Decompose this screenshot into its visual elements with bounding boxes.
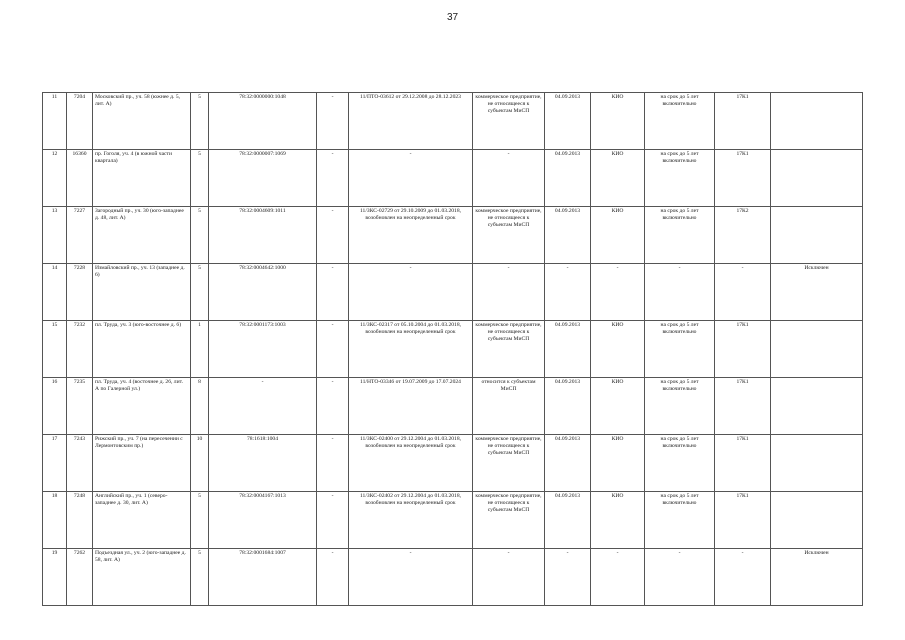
address-cell: Рижский пр., уч. 7 (на пересечении с Лермонтовским пр.) — [93, 435, 191, 492]
zone-cell: 5 — [191, 264, 209, 321]
department-cell: КИО — [591, 321, 645, 378]
department-cell: КИО — [591, 93, 645, 150]
term-cell: на срок до 5 лет включительно — [645, 435, 715, 492]
object-code-cell: 7248 — [67, 492, 93, 549]
zone-cell: 5 — [191, 549, 209, 606]
tenant-status-cell: - — [473, 549, 545, 606]
tenant-status-cell: относится к субъектам МиСП — [473, 378, 545, 435]
cadastral-number-cell: 78:32:0001684:1007 — [209, 549, 317, 606]
department-cell: КИО — [591, 492, 645, 549]
cadastral-number-cell: 78:32:0004167:1013 — [209, 492, 317, 549]
row-number-cell: 17 — [43, 435, 67, 492]
cadastral-number-cell: 78:32:0001173:1003 — [209, 321, 317, 378]
cadastral-number-cell: 78:32:0004642:1000 — [209, 264, 317, 321]
page-number: 37 — [446, 12, 459, 23]
lease-agreement-cell: - — [349, 549, 473, 606]
row-number-cell: 19 — [43, 549, 67, 606]
note-cell — [771, 435, 863, 492]
row-number-cell: 11 — [43, 93, 67, 150]
decision-date-cell: 04.09.2013 — [545, 492, 591, 549]
tenant-status-cell: коммерческое предприятие, не относящееся к субъектам МиСП — [473, 321, 545, 378]
tenant-status-cell: коммерческое предприятие, не относящееся к субъектам МиСП — [473, 93, 545, 150]
address-cell: Измайловский пр., уч. 13 (западнее д. 6) — [93, 264, 191, 321]
lease-agreement-cell: - — [349, 264, 473, 321]
table-row — [43, 93, 863, 150]
registry-body — [43, 93, 863, 606]
note-cell — [771, 207, 863, 264]
lease-agreement-cell: 11/НТО-03346 от 19.07.2009 до 17.07.2024 — [349, 378, 473, 435]
row-number-cell: 15 — [43, 321, 67, 378]
column-5-cell: - — [317, 492, 349, 549]
object-code-cell: 16360 — [67, 150, 93, 207]
term-cell: на срок до 5 лет включительно — [645, 492, 715, 549]
zone-cell: 5 — [191, 207, 209, 264]
decision-date-cell: 04.09.2013 — [545, 207, 591, 264]
address-cell: Подъездная ул., уч. 2 (юго-западнее д. 58, лит. А) — [93, 549, 191, 606]
tariff-code-cell: 17К1 — [715, 321, 771, 378]
department-cell: - — [591, 264, 645, 321]
column-5-cell: - — [317, 150, 349, 207]
decision-date-cell: 04.09.2013 — [545, 378, 591, 435]
department-cell: - — [591, 549, 645, 606]
decision-date-cell: 04.09.2013 — [545, 93, 591, 150]
address-cell: Московский пр., уч. 58 (южнее д. 5, лит. А) — [93, 93, 191, 150]
decision-date-cell: 04.09.2013 — [545, 321, 591, 378]
cadastral-number-cell: 78:32:0000007:1069 — [209, 150, 317, 207]
column-5-cell: - — [317, 207, 349, 264]
zone-cell: 8 — [191, 378, 209, 435]
note-cell: Исключен — [771, 549, 863, 606]
row-number-cell: 12 — [43, 150, 67, 207]
tariff-code-cell: 17К2 — [715, 207, 771, 264]
table-row — [43, 264, 863, 321]
note-cell — [771, 150, 863, 207]
tenant-status-cell: коммерческое предприятие, не относящееся к субъектам МиСП — [473, 207, 545, 264]
note-cell — [771, 378, 863, 435]
column-5-cell: - — [317, 93, 349, 150]
table-row — [43, 435, 863, 492]
table-row — [43, 321, 863, 378]
zone-cell: 10 — [191, 435, 209, 492]
tariff-code-cell: 17К1 — [715, 150, 771, 207]
tariff-code-cell: 17К1 — [715, 435, 771, 492]
lease-agreement-cell: 11/ЗКС-02317 от 05.10.2004 до 01.03.2018, возобновлен на неопределенный срок — [349, 321, 473, 378]
tenant-status-cell: коммерческое предприятие, не относящееся к субъектам МиСП — [473, 492, 545, 549]
term-cell: на срок до 5 лет включительно — [645, 378, 715, 435]
column-5-cell: - — [317, 264, 349, 321]
table-row — [43, 492, 863, 549]
table-row — [43, 150, 863, 207]
column-5-cell: - — [317, 549, 349, 606]
cadastral-number-cell: 78:32:0000000:1048 — [209, 93, 317, 150]
term-cell: на срок до 5 лет включительно — [645, 321, 715, 378]
lease-agreement-cell: 11/ЗКС-02402 от 29.12.2004 до 01.03.2018, возобновлен на неопределенный срок — [349, 492, 473, 549]
term-cell: - — [645, 549, 715, 606]
tariff-code-cell: - — [715, 264, 771, 321]
cadastral-number-cell: 78:1618:1004 — [209, 435, 317, 492]
lease-agreement-cell: 11/ЗКС-02729 от 29.10.2009 до 01.03.2018, возобновлен на неопределенный срок — [349, 207, 473, 264]
object-code-cell: 7243 — [67, 435, 93, 492]
object-code-cell: 7204 — [67, 93, 93, 150]
table-row — [43, 549, 863, 606]
object-code-cell: 7262 — [67, 549, 93, 606]
table-row — [43, 207, 863, 264]
term-cell: - — [645, 264, 715, 321]
term-cell: на срок до 5 лет включительно — [645, 150, 715, 207]
department-cell: КИО — [591, 207, 645, 264]
table-row — [43, 378, 863, 435]
zone-cell: 5 — [191, 150, 209, 207]
cadastral-number-cell: 78:32:0004609:1011 — [209, 207, 317, 264]
zone-cell: 5 — [191, 93, 209, 150]
zone-cell: 1 — [191, 321, 209, 378]
term-cell: на срок до 5 лет включительно — [645, 93, 715, 150]
registry-table — [42, 92, 863, 606]
tariff-code-cell: - — [715, 549, 771, 606]
note-cell — [771, 492, 863, 549]
zone-cell: 5 — [191, 492, 209, 549]
column-5-cell: - — [317, 378, 349, 435]
department-cell: КИО — [591, 378, 645, 435]
tenant-status-cell: коммерческое предприятие, не относящееся к субъектам МиСП — [473, 435, 545, 492]
lease-agreement-cell: 11/ПТО-03612 от 29.12.2008 до 28.12.2023 — [349, 93, 473, 150]
row-number-cell: 18 — [43, 492, 67, 549]
decision-date-cell: 04.09.2013 — [545, 150, 591, 207]
address-cell: Загородный пр., уч. 30 (юго-западнее д. 48, лит. А) — [93, 207, 191, 264]
row-number-cell: 16 — [43, 378, 67, 435]
note-cell — [771, 321, 863, 378]
address-cell: пл. Труда, уч. 3 (юго-восточнее д. 6) — [93, 321, 191, 378]
tariff-code-cell: 17К1 — [715, 93, 771, 150]
tenant-status-cell: - — [473, 150, 545, 207]
tariff-code-cell: 17К1 — [715, 492, 771, 549]
tenant-status-cell: - — [473, 264, 545, 321]
address-cell: Английский пр., уч. 1 (северо-западнее д. 30, лит. А) — [93, 492, 191, 549]
object-code-cell: 7227 — [67, 207, 93, 264]
note-cell: Исключен — [771, 264, 863, 321]
department-cell: КИО — [591, 150, 645, 207]
lease-agreement-cell: 11/ЗКС-02400 от 29.12.2004 до 01.03.2018, возобновлен на неопределенный срок — [349, 435, 473, 492]
column-5-cell: - — [317, 321, 349, 378]
row-number-cell: 14 — [43, 264, 67, 321]
decision-date-cell: - — [545, 264, 591, 321]
note-cell — [771, 93, 863, 150]
object-code-cell: 7228 — [67, 264, 93, 321]
object-code-cell: 7232 — [67, 321, 93, 378]
decision-date-cell: - — [545, 549, 591, 606]
address-cell: пр. Гоголя, уч. 4 (в южной части квартала) — [93, 150, 191, 207]
lease-agreement-cell: - — [349, 150, 473, 207]
cadastral-number-cell: - — [209, 378, 317, 435]
address-cell: пл. Труда, уч. 4 (восточнее д. 26, лит. А по Галерной ул.) — [93, 378, 191, 435]
tariff-code-cell: 17К1 — [715, 378, 771, 435]
object-code-cell: 7235 — [67, 378, 93, 435]
decision-date-cell: 04.09.2013 — [545, 435, 591, 492]
column-5-cell: - — [317, 435, 349, 492]
row-number-cell: 13 — [43, 207, 67, 264]
department-cell: КИО — [591, 435, 645, 492]
term-cell: на срок до 5 лет включительно — [645, 207, 715, 264]
